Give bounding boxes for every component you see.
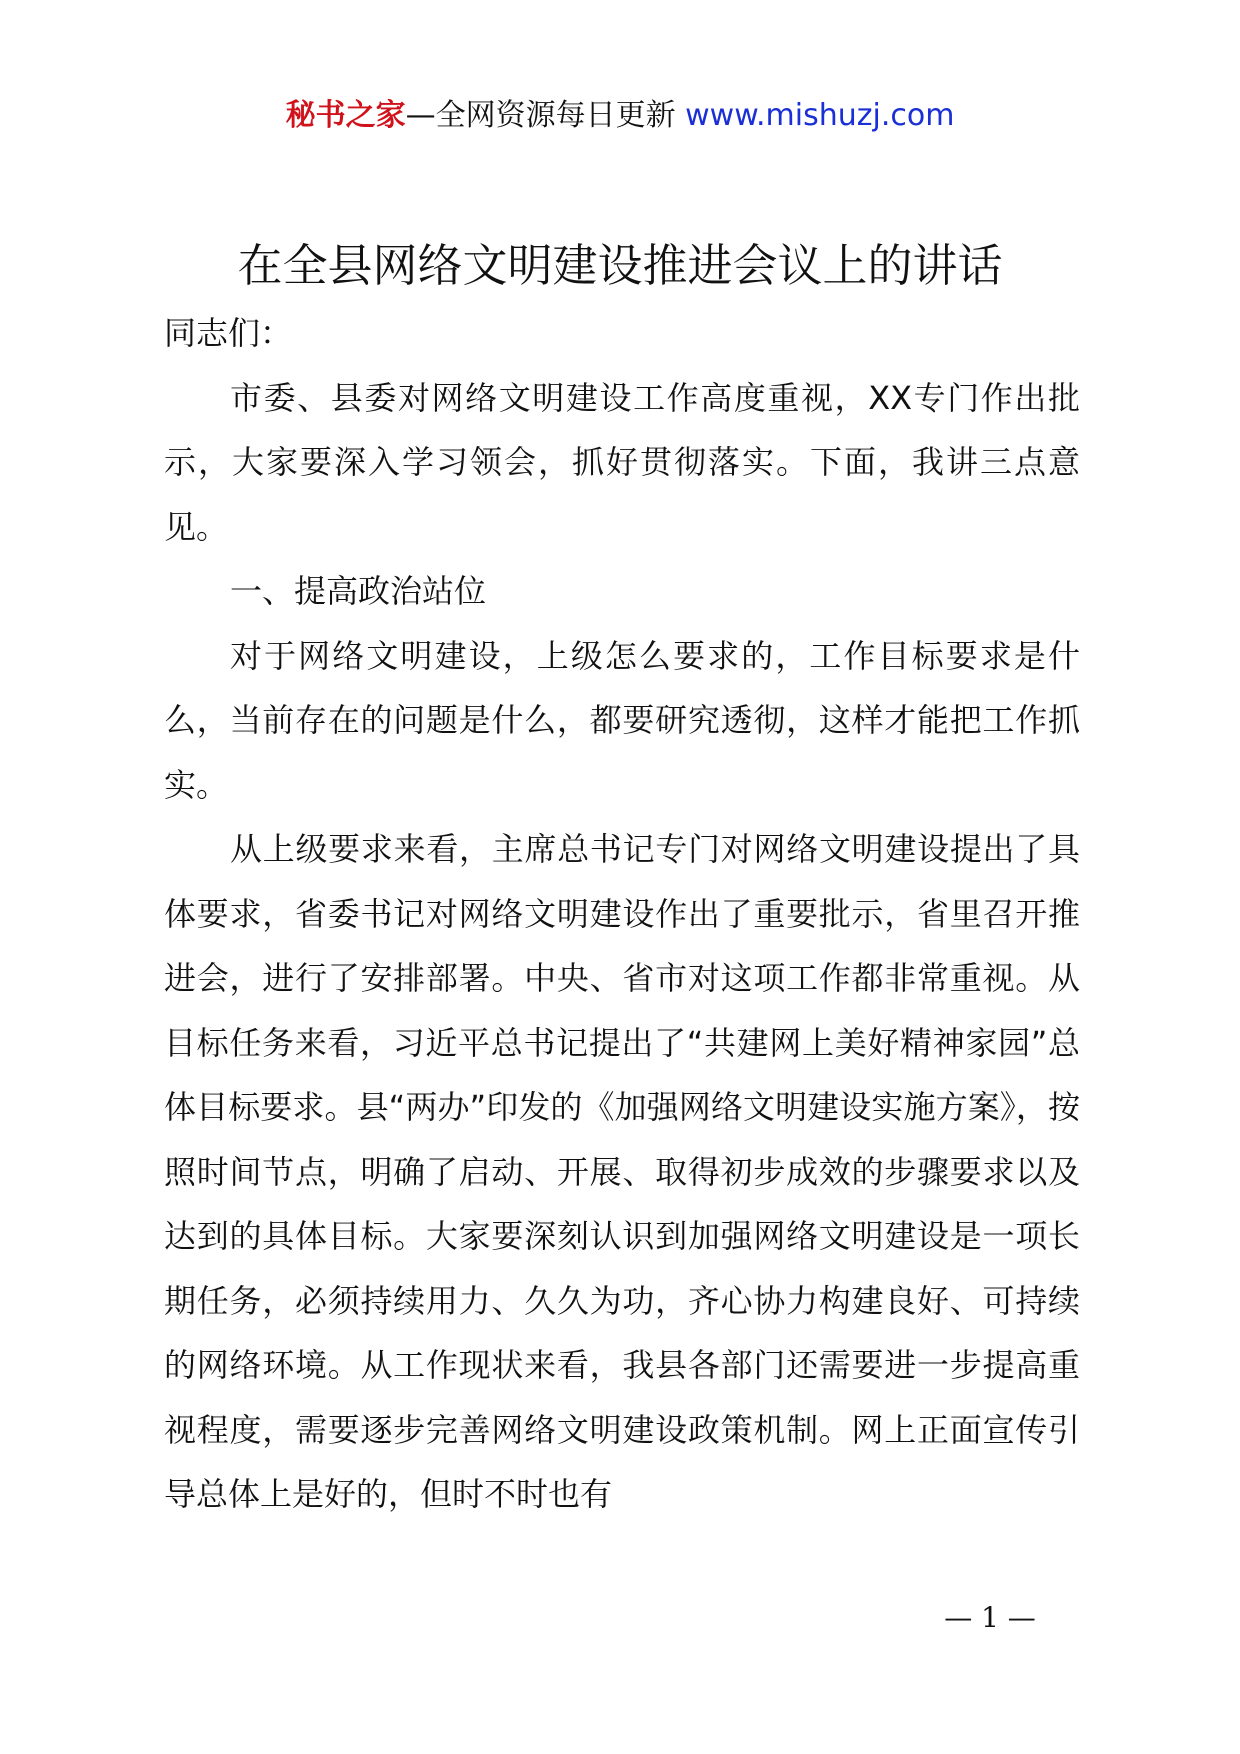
brand-name: 秘书之家 [285,98,406,133]
section-heading: 一、提高政治站位 [230,572,487,610]
paragraph-intro: 市委、县委对网络文明建设工作高度重视，XX专门作出批示，大家要深入学习领会，抓好贯彻落实。下面，我讲三点意见。 [164,378,1080,546]
paragraph-detail: 从上级要求来看，主席总书记专门对网络文明建设提出了具体要求，省委书记对网络文明建设作出了重要批示，省里召开推进会，进行了安排部署。中央、省市对这项工作都非常重视。从目标任务来看，习近平总书记提出了“共建网上美好精神家园”总体目标要求。县“两办”印发的《加强网络文明建设实施方案》，按照时间节点，明确了启动、开展、取得初步成效的步骤要求以及达到的具体目标。大家要深刻认识到加强网络文明建设是一项长期任务，必须持续用力、久久为功，齐心协力构建良好、可持续的网络环境。从工作现状来看，我县各部门还需要进一步提高重视程度，需要逐步完善网络文明建设政策机制。网上正面宣传引导总体上是好的，但时不时也有 [164,830,1080,1513]
site-header [0,96,1240,136]
page-number: — 1 — [944,1601,1036,1634]
salutation: 同志们： [164,314,293,352]
site-url-link[interactable]: www.mishuzj.com [685,98,955,133]
header-slogan: —全网资源每日更新 [405,98,686,133]
document-title: 在全县网络文明建设推进会议上的讲话 [237,239,1003,292]
paragraph-overview: 对于网络文明建设，上级怎么要求的，工作目标要求是什么，当前存在的问题是什么，都要研究透彻，这样才能把工作抓实。 [164,636,1080,804]
document-body [164,301,1080,1527]
